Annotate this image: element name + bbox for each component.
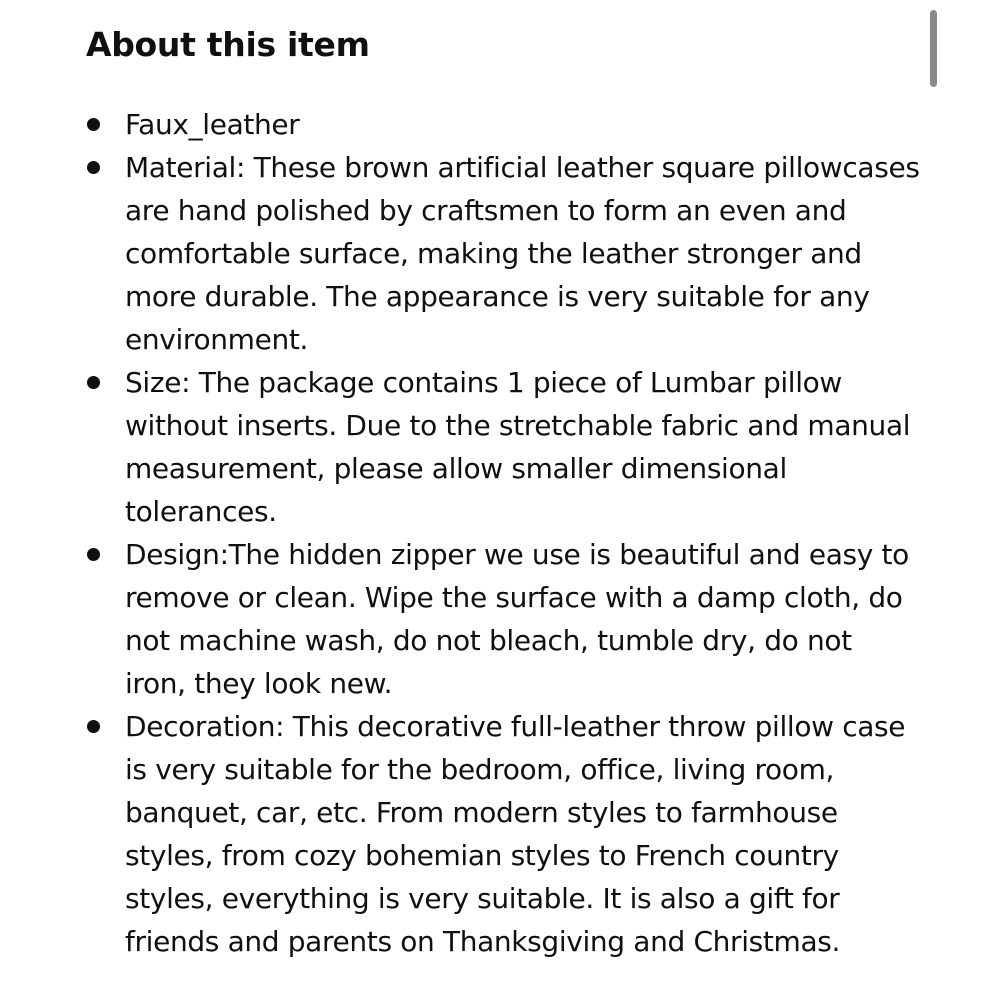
scrollbar-thumb[interactable] <box>930 10 937 87</box>
feature-bullet-list <box>125 103 920 963</box>
bullet-item-material: Material: These brown artificial leather square pillowcases are hand polished by craftsmen to form an even and comfortable surface, making the leather stronger and more durable. The appearance is very suitable for any environment. <box>125 146 920 361</box>
bullet-item-decoration: Decoration: This decorative full-leather throw pillow case is very suitable for the bedroom, office, living room, banquet, car, etc. From modern styles to farmhouse styles, from cozy bohemian styles to French country styles, everything is very suitable. It is also a gift for friends and parents on Thanksgiving and Christmas. <box>125 705 920 963</box>
bullet-item-material-type: Faux_leather <box>125 103 920 146</box>
section-title: About this item <box>86 25 370 64</box>
bullet-item-size: Size: The package contains 1 piece of Lumbar pillow without inserts. Due to the stretchable fabric and manual measurement, please allow smaller dimensional tolerances. <box>125 361 920 533</box>
bullet-item-design: Design:The hidden zipper we use is beautiful and easy to remove or clean. Wipe the surface with a damp cloth, do not machine wash, do not bleach, tumble dry, do not iron, they look new. <box>125 533 920 705</box>
